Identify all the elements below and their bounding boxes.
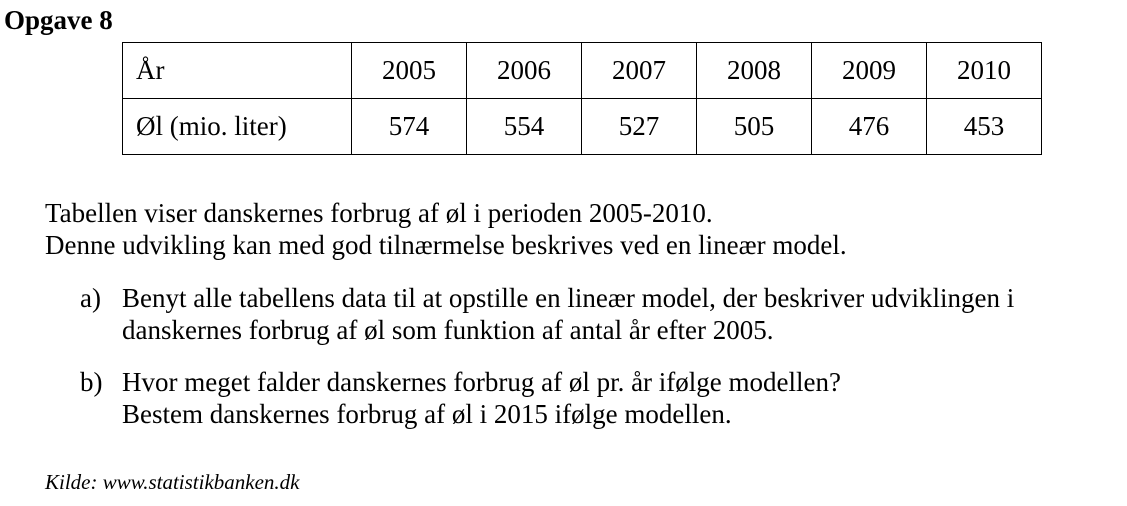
task-line: danskernes forbrug af øl som funktion af antal år efter 2005. [122, 315, 774, 345]
table-cell: 2007 [582, 43, 697, 99]
intro-paragraph [45, 197, 847, 261]
task-text [122, 366, 841, 430]
exercise-title: Opgave 8 [4, 5, 113, 35]
table-cell: 2008 [697, 43, 812, 99]
table-cell: 2005 [352, 43, 467, 99]
intro-line: Denne udvikling kan med god tilnærmelse beskrives ved en lineær model. [45, 230, 847, 260]
table-data-row [123, 99, 1042, 155]
data-table [122, 42, 1042, 155]
table-header-row [123, 43, 1042, 99]
source-citation: Kilde: www.statistikbanken.dk [45, 470, 300, 494]
task-letter: b) [80, 367, 103, 397]
table-row-label: År [123, 43, 352, 99]
table-cell: 2010 [927, 43, 1042, 99]
task-letter: a) [80, 283, 101, 313]
table-cell: 554 [467, 99, 582, 155]
task-line: Hvor meget falder danskernes forbrug af øl pr. år ifølge modellen? [122, 367, 841, 397]
intro-line: Tabellen viser danskernes forbrug af øl i perioden 2005-2010. [45, 198, 713, 228]
table-row-label: Øl (mio. liter) [123, 99, 352, 155]
task-text [122, 282, 1014, 346]
table-cell: 453 [927, 99, 1042, 155]
table-cell: 2006 [467, 43, 582, 99]
table-cell: 527 [582, 99, 697, 155]
table-cell: 476 [812, 99, 927, 155]
table-cell: 2009 [812, 43, 927, 99]
task-line: Bestem danskernes forbrug af øl i 2015 ifølge modellen. [122, 399, 732, 429]
task-line: Benyt alle tabellens data til at opstille en lineær model, der beskriver udviklingen i [122, 283, 1015, 313]
table-cell: 505 [697, 99, 812, 155]
table-cell: 574 [352, 99, 467, 155]
